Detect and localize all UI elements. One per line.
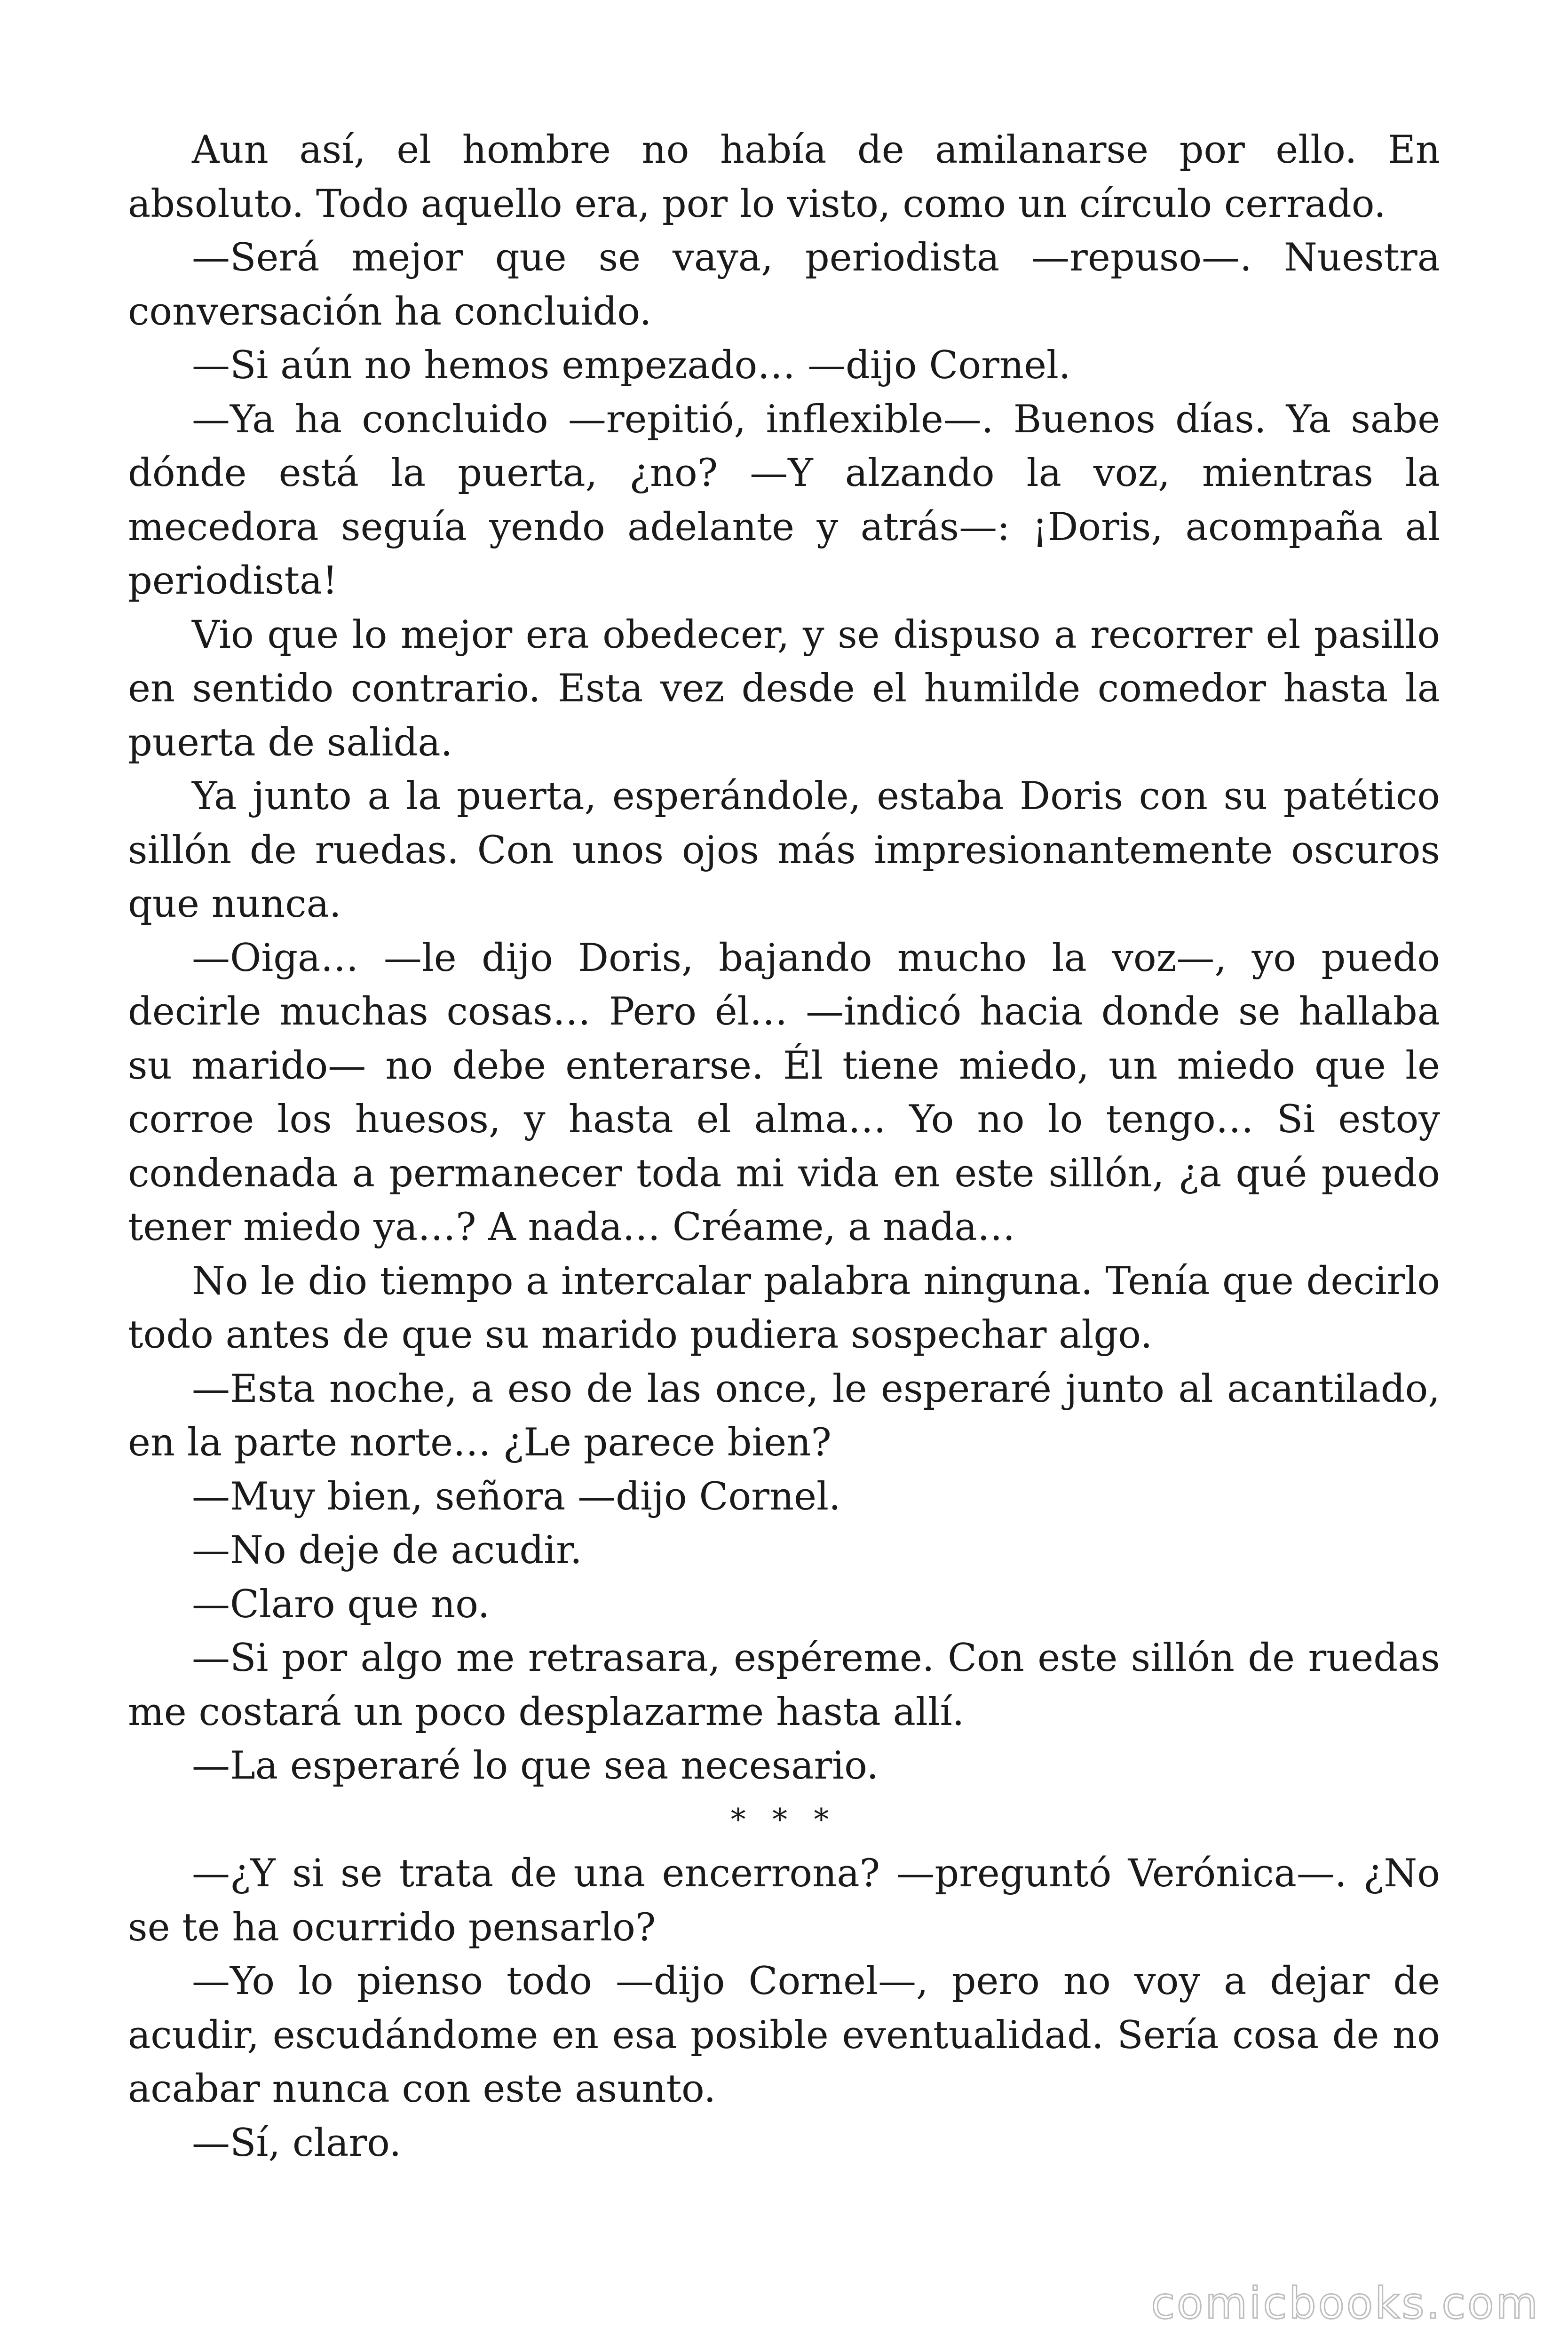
- paragraph: —La esperaré lo que sea necesario.: [192, 1744, 879, 1788]
- paragraph: —¿Y si se trata de una encerrona? —preguntó Verónica—. ¿No se te ha ocurrido pensarlo?: [128, 1851, 1440, 1950]
- paragraph: —No deje de acudir.: [192, 1528, 582, 1573]
- paragraph: —Claro que no.: [192, 1582, 490, 1627]
- paragraph: —Oiga… —le dijo Doris, bajando mucho la voz—, yo puedo decirle muchas cosas… Pero él… —indicó hacia donde se hallaba su marido— no debe enterarse. Él tiene miedo, un miedo que le corroe los huesos, y hasta el alma… Yo no lo tengo… Si estoy condenada a permanecer toda mi vida en este sillón, ¿a qué puedo tener miedo ya…? A nada… Créame, a nada…: [128, 936, 1440, 1249]
- paragraph: —Sí, claro.: [192, 2121, 402, 2165]
- paragraph: —Si por algo me retrasara, espéreme. Con este sillón de ruedas me costará un poco desplazarme hasta allí.: [128, 1636, 1440, 1734]
- paragraph: Ya junto a la puerta, esperándole, estaba Doris con su patético sillón de ruedas. Con unos ojos más impresionantemente oscuros que nunca.: [128, 774, 1440, 926]
- paragraph: No le dio tiempo a intercalar palabra ninguna. Tenía que decirlo todo antes de que su marido pudiera sospechar algo.: [128, 1259, 1440, 1357]
- paragraph: —Yo lo pienso todo —dijo Cornel—, pero no voy a dejar de acudir, escudándome en esa posible eventualidad. Sería cosa de no acabar nunca con este asunto.: [128, 1959, 1440, 2111]
- paragraph: —Esta noche, a eso de las once, le esperaré junto al acantilado, en la parte norte… ¿Le parece bien?: [128, 1367, 1440, 1465]
- paragraph: —Ya ha concluido —repitió, inflexible—. Buenos días. Ya sabe dónde está la puerta, ¿no? —Y alzando la voz, mientras la mecedora seguía yendo adelante y atrás—: ¡Doris, acompaña al periodista!: [128, 397, 1440, 603]
- paragraph: —Si aún no hemos empezado… —dijo Cornel.: [192, 343, 1071, 388]
- paragraph: —Será mejor que se vaya, periodista —repuso—. Nuestra conversación ha concluido.: [128, 236, 1440, 334]
- page-text-block: [128, 123, 1440, 2170]
- paragraph: Aun así, el hombre no había de amilanarse por ello. En absoluto. Todo aquello era, por lo visto, como un círculo cerrado.: [128, 128, 1440, 226]
- paragraph: —Muy bien, señora —dijo Cornel.: [192, 1474, 841, 1519]
- paragraph: Vio que lo mejor era obedecer, y se dispuso a recorrer el pasillo en sentido contrario. Esta vez desde el humilde comedor hasta la puerta de salida.: [128, 612, 1440, 765]
- section-separator: * * *: [730, 1802, 838, 1837]
- watermark: comicbooks.com: [1151, 2278, 1540, 2328]
